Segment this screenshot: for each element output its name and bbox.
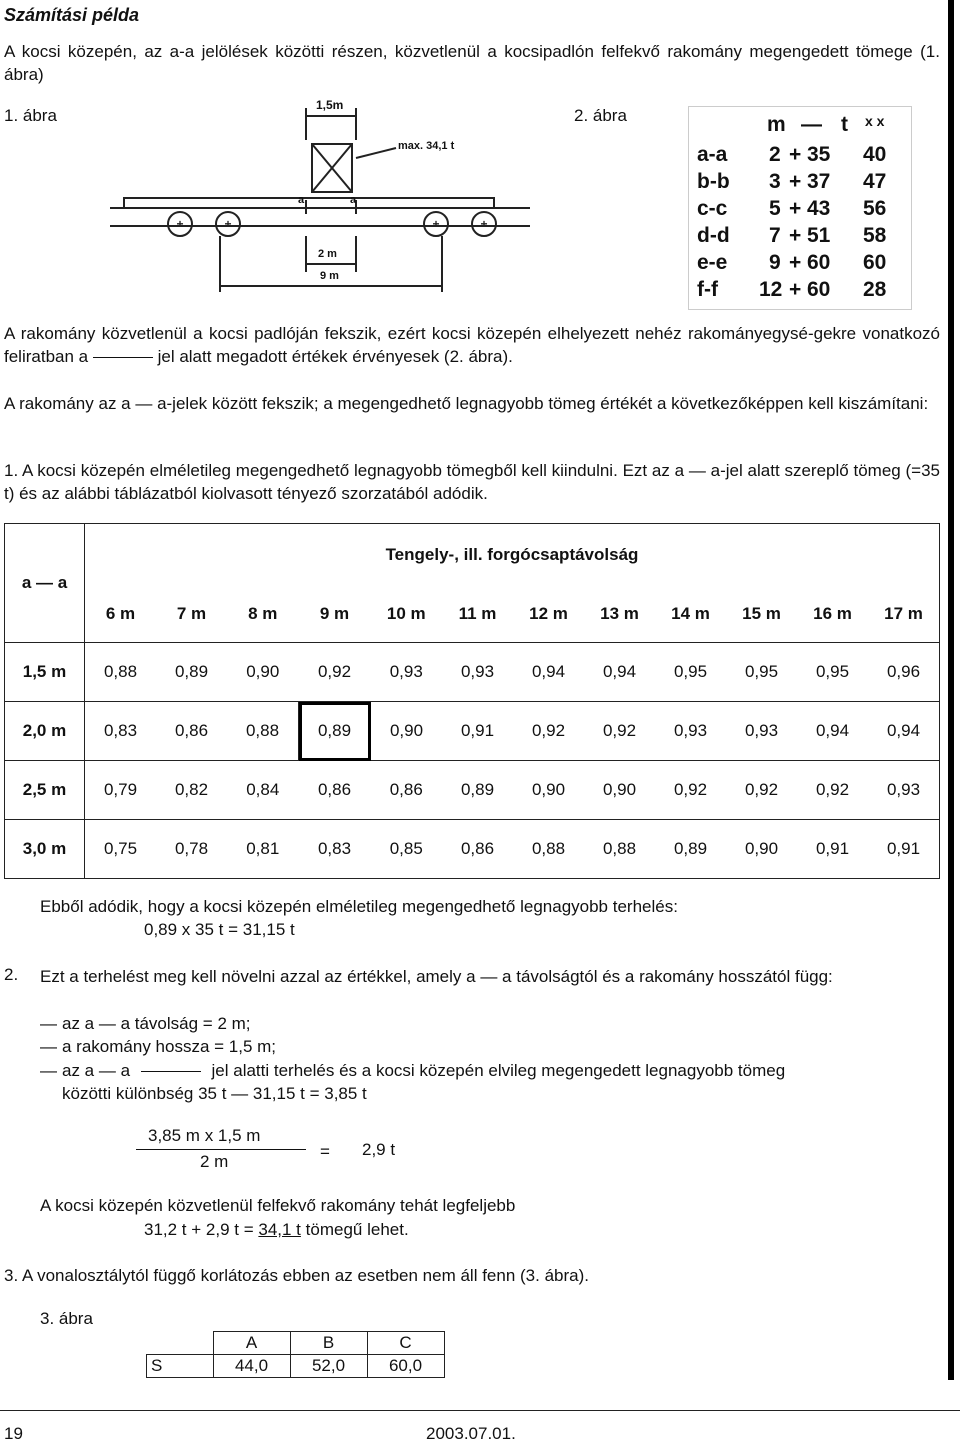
footer-rule — [0, 1410, 960, 1411]
table-cell: 0,89 — [655, 820, 726, 879]
table-cell: 0,94 — [868, 702, 940, 761]
row-header: 2,5 m — [5, 761, 85, 820]
wagon-diagram — [80, 96, 550, 316]
table-cell: 0,95 — [655, 643, 726, 702]
column-header: 10 m — [371, 586, 443, 643]
row-header: S — [147, 1355, 214, 1378]
table-row — [5, 820, 940, 879]
table-cell: 0,83 — [299, 820, 371, 879]
table-cell: 0,90 — [584, 761, 655, 820]
table-cell: 0,88 — [85, 643, 157, 702]
column-header: 8 m — [227, 586, 299, 643]
step2-number: 2. — [4, 965, 19, 984]
table-cell: 0,91 — [797, 820, 868, 879]
fig3-label: 3. ábra — [40, 1309, 93, 1328]
fig2-row: c-c 5 + 43 56 — [697, 197, 887, 220]
table-cell: 0,86 — [299, 761, 371, 820]
max-load-label: max. 34,1 t — [398, 140, 455, 152]
table-cell: 0,84 — [227, 761, 299, 820]
bullet-3: az a — a jel alatti terhelés és a kocsi közepén elvileg megengedett legnagyobb tömeg — [62, 1061, 786, 1080]
table-cell: 0,92 — [726, 761, 797, 820]
row-header: 1,5 m — [5, 643, 85, 702]
table-cell: 0,95 — [726, 643, 797, 702]
table-cell: 0,88 — [227, 702, 299, 761]
column-header: 6 m — [85, 586, 157, 643]
column-header: 12 m — [513, 586, 584, 643]
table-cell: 0,93 — [726, 702, 797, 761]
mark-a-left: a — [298, 194, 305, 206]
table-cell: 0,83 — [85, 702, 157, 761]
table-cell: 0,93 — [655, 702, 726, 761]
page-right-border — [948, 0, 954, 1380]
fig2-row: f-f 12 + 60 28 — [697, 278, 887, 301]
table-cell: 0,75 — [85, 820, 157, 879]
table-row — [5, 702, 940, 761]
fraction-numerator: 3,85 m x 1,5 m — [148, 1126, 261, 1145]
table-cell: 0,82 — [156, 761, 227, 820]
svg-text:+: + — [432, 217, 440, 231]
table-cell: 0,85 — [371, 820, 443, 879]
table-cell: 0,88 — [513, 820, 584, 879]
section-title: Számítási példa — [4, 5, 140, 25]
table-cell: 0,91 — [442, 702, 513, 761]
fig2-row: e-e 9 + 60 60 — [697, 251, 887, 274]
fig2-header: m — t x x — [767, 113, 885, 136]
svg-text:+: + — [224, 217, 232, 231]
fraction-result: 2,9 t — [362, 1140, 396, 1159]
table-cell: 0,91 — [868, 820, 940, 879]
result2-formula: 31,2 t + 2,9 t = 34,1 t tömegű lehet. — [144, 1220, 409, 1239]
table-cell: 0,88 — [584, 820, 655, 879]
fraction-equals: = — [320, 1142, 330, 1161]
column-header: C — [367, 1332, 444, 1355]
table-cell: 0,92 — [797, 761, 868, 820]
fraction-denominator: 2 m — [200, 1152, 229, 1171]
mark-a-right: a — [350, 194, 357, 206]
bullet-3-cont: közötti különbség 35 t — 31,15 t = 3,85 t — [62, 1084, 367, 1103]
intro-paragraph: A kocsi közepén, az a-a jelölések közötti részen, közvetlenül a kocsipadlón felfekvő rakomány megengedett tömege (1. ábra) — [4, 42, 940, 84]
dim-mid-label: 2 m — [318, 248, 337, 260]
table-cell: 44,0 — [213, 1355, 290, 1378]
table-cell: 0,90 — [227, 643, 299, 702]
paragraph-3: A rakomány az a — a-jelek között fekszik; a megengedhető legnagyobb tömeg értékét a következőképpen kell kiszámítani: — [4, 394, 929, 413]
bullet-dash: — — [40, 1061, 57, 1080]
bullet-dash: — — [40, 1037, 57, 1056]
column-header: 16 m — [797, 586, 868, 643]
step2-text: Ezt a terhelést meg kell növelni azzal az értékkel, amely a — a távolságtól és a rakomány hosszától függ: — [40, 967, 833, 986]
table-cell: 0,78 — [156, 820, 227, 879]
column-header: 11 m — [442, 586, 513, 643]
fraction-bar — [136, 1149, 306, 1150]
table-cell: 0,86 — [156, 702, 227, 761]
row-header: 2,0 m — [5, 702, 85, 761]
table-row — [5, 643, 940, 702]
table-cell: 0,92 — [513, 702, 584, 761]
fig1-label: 1. ábra — [4, 106, 57, 125]
svg-text:+: + — [480, 217, 488, 231]
column-header: 15 m — [726, 586, 797, 643]
table-cell: 0,93 — [371, 643, 443, 702]
table-cell: 0,94 — [797, 702, 868, 761]
column-header: B — [290, 1332, 367, 1355]
column-header: A — [213, 1332, 290, 1355]
fig2-row: d-d 7 + 51 58 — [697, 224, 887, 247]
marking-line — [93, 357, 153, 358]
result1-formula: 0,89 x 35 t = 31,15 t — [144, 920, 295, 939]
table-header-row — [5, 586, 940, 643]
table-cell: 0,92 — [584, 702, 655, 761]
dim-bottom-label: 9 m — [320, 270, 339, 282]
table-cell: 0,89 — [442, 761, 513, 820]
factor-table — [4, 523, 940, 879]
step3-text: 3. A vonalosztálytól függő korlátozás ebben az esetben nem áll fenn (3. ábra). — [4, 1266, 589, 1285]
table-cell: 0,90 — [726, 820, 797, 879]
column-header: 7 m — [156, 586, 227, 643]
paragraph-2: A rakomány közvetlenül a kocsi padlóján fekszik, ezért kocsi közepén elhelyezett nehéz rakományegysé-gekre vonatkozó feliratban a jel alatt megadott értékek érvényesek (2. ábra). — [4, 324, 940, 366]
paragraph-4: 1. A kocsi közepén elméletileg megengedhető legnagyobb tömegből kell kiindulni. Ezt az a — a-jel alatt szereplő tömeg (=35 t) és az alábbi táblázatból kiolvasott tényező szorzatából adódik. — [4, 461, 940, 503]
table-cell: 60,0 — [367, 1355, 444, 1378]
fraction-formula — [120, 1126, 440, 1176]
table-cell: 0,94 — [513, 643, 584, 702]
bullet-2: a rakomány hossza = 1,5 m; — [62, 1037, 277, 1056]
column-header: 13 m — [584, 586, 655, 643]
row-header: 3,0 m — [5, 820, 85, 879]
fig2-label: 2. ábra — [574, 106, 627, 125]
table-cell: 0,86 — [371, 761, 443, 820]
table-cell: 0,95 — [797, 643, 868, 702]
table-corner: a — a — [5, 524, 85, 643]
table-cell: 0,96 — [868, 643, 940, 702]
page-number: 19 — [4, 1424, 23, 1443]
highlighted-cell: 0,89 — [299, 702, 371, 761]
table-cell: 0,90 — [513, 761, 584, 820]
svg-text:+: + — [176, 217, 184, 231]
table-cell: 0,86 — [442, 820, 513, 879]
result2-text: A kocsi közepén közvetlenül felfekvő rakomány tehát legfeljebb — [40, 1196, 516, 1215]
fig2-row: a-a 2 + 35 40 — [697, 143, 887, 166]
result1-text: Ebből adódik, hogy a kocsi közepén elméletileg megengedhető legnagyobb terhelés: — [40, 897, 678, 916]
load-marking-table — [688, 106, 912, 310]
table-cell: 0,81 — [227, 820, 299, 879]
table-cell: 0,94 — [584, 643, 655, 702]
table-row — [5, 761, 940, 820]
fig2-row: b-b 3 + 37 47 — [697, 170, 887, 193]
table-cell: 52,0 — [290, 1355, 367, 1378]
bullet-dash: — — [40, 1014, 57, 1033]
table-cell: 0,93 — [442, 643, 513, 702]
bullet-1: az a — a távolság = 2 m; — [62, 1014, 251, 1033]
table-cell: 0,92 — [299, 643, 371, 702]
table-group-header: Tengely-, ill. forgócsaptávolság — [85, 524, 940, 587]
table-cell: 0,93 — [868, 761, 940, 820]
marking-line — [141, 1071, 201, 1072]
wagon-drawing — [80, 96, 550, 316]
footer-date: 2003.07.01. — [426, 1424, 516, 1443]
table-cell: 0,90 — [371, 702, 443, 761]
table-cell: 0,92 — [655, 761, 726, 820]
line-class-table — [146, 1331, 445, 1378]
table-cell: 0,79 — [85, 761, 157, 820]
small-table-corner — [147, 1332, 214, 1355]
column-header: 9 m — [299, 586, 371, 643]
column-header: 14 m — [655, 586, 726, 643]
dim-top-label: 1,5m — [316, 98, 344, 112]
table-cell: 0,89 — [156, 643, 227, 702]
column-header: 17 m — [868, 586, 940, 643]
